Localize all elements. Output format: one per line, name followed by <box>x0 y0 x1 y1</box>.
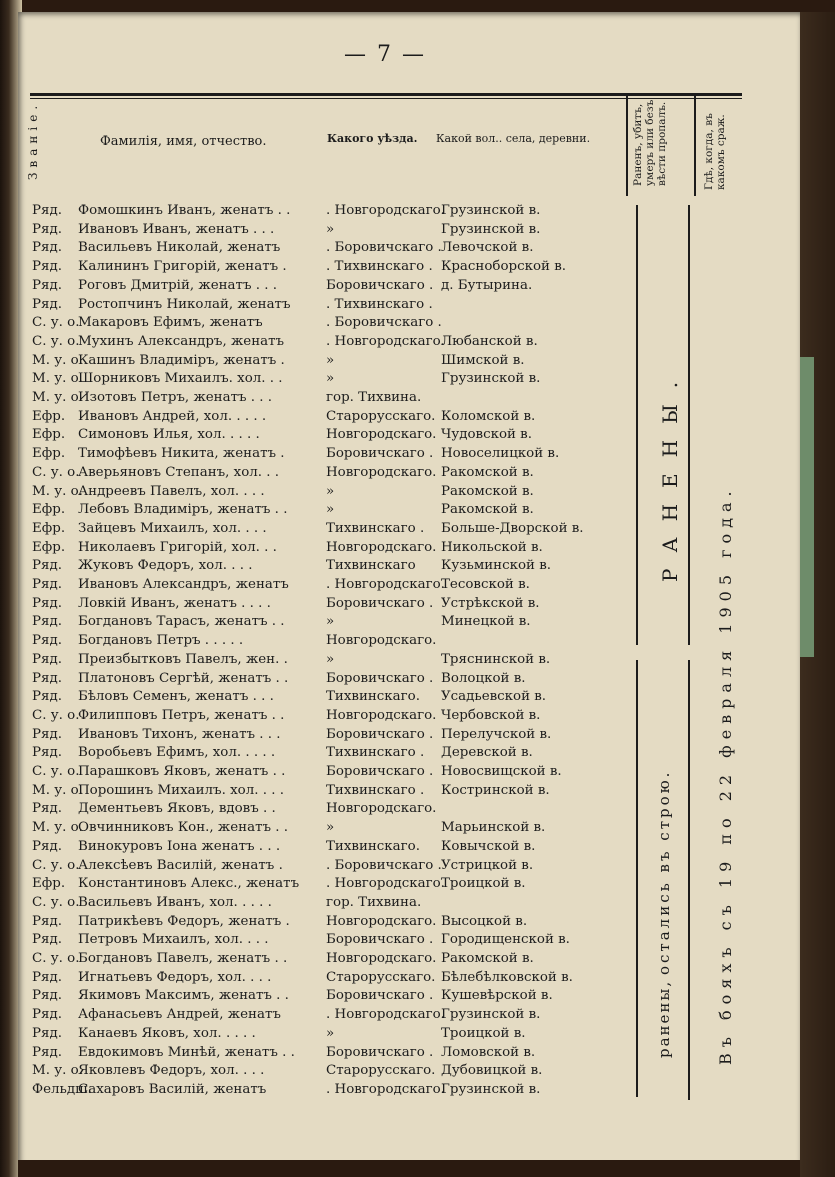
table-row <box>0 500 640 520</box>
table-row <box>0 912 640 932</box>
rank-cell: Ефр. <box>32 502 66 518</box>
uezd-cell: Новгородскаго. <box>326 801 437 817</box>
name-cell: Преизбытковъ Павелъ, жен. . <box>78 651 288 667</box>
name-cell: Парашковъ Яковъ, женатъ . . <box>78 764 286 779</box>
table-row <box>0 781 640 801</box>
header-divider-status <box>626 96 628 196</box>
uezd-cell: Боровичскаго . <box>326 764 434 779</box>
volost-cell: Деревской в. <box>441 745 533 761</box>
rank-cell: Ряд. <box>32 745 62 761</box>
name-cell: Филипповъ Петръ, женатъ . . <box>78 707 285 723</box>
name-cell: Аверьяновъ Степанъ, хол. . . <box>78 464 280 480</box>
name-cell: Бѣловъ Семенъ, женатъ . . . <box>78 689 274 705</box>
header-divider-where <box>694 96 696 196</box>
uezd-cell: » <box>326 651 335 667</box>
table-row <box>0 837 640 857</box>
volost-cell: Красноборской в. <box>441 259 567 275</box>
volost-cell: Костринской в. <box>441 782 550 798</box>
header-status: Раненъ, убитъ, умеръ или безъ вѣсти пропалъ. <box>632 99 668 186</box>
rank-cell: М. у. о. <box>32 390 83 405</box>
table-row <box>0 388 640 408</box>
uezd-cell: . Боровичскаго . <box>326 240 442 256</box>
name-cell: Фомошкинъ Иванъ, женатъ . . <box>78 203 291 218</box>
table-row <box>0 1024 640 1044</box>
table-row <box>0 874 640 894</box>
uezd-cell: Боровичскаго . <box>326 670 434 686</box>
table-row <box>0 818 640 838</box>
uezd-cell: Новгородскаго. <box>326 913 437 929</box>
uezd-cell: . Тихвинскаго . <box>326 259 433 275</box>
rank-cell: Ряд. <box>32 932 62 948</box>
uezd-cell: Боровичскаго . <box>326 1044 434 1060</box>
rank-cell: М. у. о. <box>32 820 83 836</box>
name-cell: Зайцевъ Михаилъ, хол. . . . <box>78 520 267 536</box>
rank-cell: Ряд. <box>32 689 62 705</box>
volost-cell: Минецкой в. <box>441 614 531 630</box>
uezd-cell: Боровичскаго . <box>326 277 434 293</box>
rank-cell: Ряд. <box>32 203 62 218</box>
table-row <box>0 444 640 464</box>
volost-cell: Чербовской в. <box>441 707 541 723</box>
rank-cell: Ряд. <box>32 259 62 275</box>
rank-cell: Ряд. <box>32 969 62 985</box>
uezd-cell: Старорусскаго. <box>326 969 436 985</box>
rank-cell: Ефр. <box>32 539 66 555</box>
uezd-cell: Тихвинскаго . <box>326 782 425 798</box>
volost-cell: Ракомской в. <box>441 464 534 480</box>
uezd-cell: гор. Тихвина. <box>326 390 422 405</box>
name-cell: Роговъ Дмитрій, женатъ . . . <box>78 277 278 293</box>
uezd-cell: . Тихвинскаго . <box>326 296 433 312</box>
table-row <box>0 538 640 558</box>
label-in-service: остались въ строю. <box>655 769 673 975</box>
rank-cell: Ряд. <box>32 1025 62 1041</box>
rank-cell: Ряд. <box>32 595 62 611</box>
name-cell: Калининъ Григорій, женатъ . <box>78 259 287 275</box>
volost-cell: д. Бутырина. <box>441 277 533 293</box>
rank-cell: Ряд. <box>32 633 62 649</box>
table-row <box>0 706 640 726</box>
name-cell: Ловкій Иванъ, женатъ . . . . <box>78 595 271 611</box>
table-row <box>0 893 640 913</box>
name-cell: Симоновъ Илья, хол. . . . . <box>78 427 260 443</box>
uezd-cell: Боровичскаго . <box>326 595 434 611</box>
volost-cell: Городищенской в. <box>441 932 570 948</box>
name-cell: Яковлевъ Федоръ, хол. . . . <box>78 1063 265 1079</box>
rank-cell: С. у. о. <box>32 894 80 910</box>
name-cell: Изотовъ Петръ, женатъ . . . <box>78 390 273 405</box>
table-row <box>0 1061 640 1081</box>
volost-cell: Усадьевской в. <box>441 689 547 705</box>
uezd-cell: Новгородскаго. <box>326 633 437 649</box>
rank-cell: Ряд. <box>32 277 62 293</box>
name-cell: Петровъ Михаилъ, хол. . . . <box>78 932 269 948</box>
table-row <box>0 313 640 333</box>
table-row <box>0 332 640 352</box>
volost-cell: Устрѣкской в. <box>441 595 540 611</box>
rank-cell: Ряд. <box>32 221 62 237</box>
volost-cell: Высоцкой в. <box>441 913 528 929</box>
volost-cell: Устрицкой в. <box>441 857 534 873</box>
table-row <box>0 463 640 483</box>
rank-cell: М. у. о. <box>32 371 83 387</box>
page-edge <box>800 12 835 1177</box>
uezd-cell: Старорусскаго. <box>326 408 436 424</box>
name-cell: Шорниковъ Михаилъ. хол. . . <box>78 371 283 387</box>
header-where: Гдѣ, когда, въ какомъ сраж. <box>703 113 727 190</box>
volost-cell: Грузинской в. <box>441 203 541 218</box>
volost-cell: Тряснинской в. <box>441 651 551 667</box>
rank-cell: С. у. о. <box>32 315 80 331</box>
uezd-cell: Новгородскаго. <box>326 951 437 966</box>
brace-remaining <box>636 660 638 1097</box>
name-cell: Ростопчинъ Николай, женатъ <box>78 296 291 312</box>
volost-cell: Ракомской в. <box>441 483 534 499</box>
rank-cell: Фельдш. <box>32 1081 92 1097</box>
rank-cell: Ряд. <box>32 838 62 854</box>
volost-cell: Бѣлебѣлковской в. <box>441 969 573 985</box>
brace-wounded <box>636 205 638 645</box>
uezd-cell: . Новгородскаго. <box>326 333 445 349</box>
uezd-cell: » <box>326 1025 335 1041</box>
uezd-cell: Тихвинскаго. <box>326 689 420 705</box>
volost-cell: Ломовской в. <box>441 1044 536 1060</box>
table-row <box>0 612 640 632</box>
name-cell: Николаевъ Григорій, хол. . . <box>78 539 277 555</box>
table-row <box>0 762 640 782</box>
uezd-cell: . Боровичскаго . <box>326 315 442 331</box>
rank-cell: Ефр. <box>32 520 66 536</box>
volost-cell: Дубовицкой в. <box>441 1063 543 1079</box>
label-battles: Въ бояхъ съ 19 по 22 февраля 1905 года. <box>716 485 735 1065</box>
volost-cell: Троицкой в. <box>441 1025 526 1041</box>
uezd-cell: » <box>326 502 335 518</box>
uezd-cell: . Новгородскаго. <box>326 1081 445 1097</box>
table-row <box>0 425 640 445</box>
uezd-cell: Тихвинскаго <box>326 558 416 574</box>
table-row <box>0 687 640 707</box>
rank-cell: М. у. о. <box>32 782 83 798</box>
header-name: Фамилія, имя, отчество. <box>100 134 267 149</box>
table-row <box>0 949 640 969</box>
uezd-cell: Новгородскаго. <box>326 427 437 443</box>
name-cell: Тимофѣевъ Никита, женатъ . <box>78 446 285 462</box>
table-row <box>0 295 640 315</box>
rank-cell: С. у. о. <box>32 764 80 779</box>
volost-cell: Кушевѣрской в. <box>441 988 553 1004</box>
uezd-cell: Боровичскаго . <box>326 726 434 742</box>
volost-cell: Ковычской в. <box>441 838 536 854</box>
uezd-cell: . Боровичскаго . <box>326 857 442 873</box>
table-row <box>0 930 640 950</box>
name-cell: Богдановъ Петръ . . . . . <box>78 633 244 649</box>
uezd-cell: . Новгородскаго. <box>326 1007 445 1023</box>
rank-cell: С. у. о. <box>32 857 80 873</box>
name-cell: Порошинъ Михаилъ. хол. . . . <box>78 782 284 798</box>
name-cell: Лебовъ Владиміръ, женатъ . . <box>78 502 288 518</box>
rank-cell: Ефр. <box>32 427 66 443</box>
table-row <box>0 556 640 576</box>
table-row <box>0 743 640 763</box>
table-row <box>0 669 640 689</box>
uezd-cell: Новгородскаго. <box>326 707 437 723</box>
label-wounded: РАНЕНЫ. <box>658 365 682 582</box>
rank-cell: Ряд. <box>32 1007 62 1023</box>
rank-cell: Ряд. <box>32 240 62 256</box>
uezd-cell: » <box>326 820 335 836</box>
rank-cell: Ефр. <box>32 446 66 462</box>
header-rank: Званіе. <box>26 100 40 180</box>
uezd-cell: » <box>326 483 335 499</box>
rank-cell: М. у. о. <box>32 352 83 368</box>
volost-cell: Любанской в. <box>441 333 538 349</box>
uezd-cell: » <box>326 614 335 630</box>
volost-cell: Больше-Дворской в. <box>441 520 584 536</box>
header-uezd: Какого уѣзда. <box>327 132 418 145</box>
table-row <box>0 1043 640 1063</box>
name-cell: Богдановъ Павелъ, женатъ . . <box>78 951 288 966</box>
uezd-cell: Тихвинскаго. <box>326 838 420 854</box>
uezd-cell: Новгородскаго. <box>326 539 437 555</box>
brace-battle-upper <box>688 205 690 645</box>
name-cell: Патрикѣевъ Федоръ, женатъ . <box>78 913 290 929</box>
volost-cell: Грузинской в. <box>441 371 541 387</box>
bookmark-strip <box>800 357 814 657</box>
header-volost: Какой вол.. села, деревни. <box>436 132 591 145</box>
rank-cell: С. у. о. <box>32 464 80 480</box>
name-cell: Константиновъ Алекс., женатъ <box>78 876 300 892</box>
volost-cell: Новоселицкой в. <box>441 446 560 462</box>
volost-cell: Грузинской в. <box>441 1007 541 1023</box>
table-row <box>0 575 640 595</box>
rank-cell: Ряд. <box>32 577 62 592</box>
volost-cell: Кузьминской в. <box>441 558 552 574</box>
rank-cell: Ряд. <box>32 670 62 686</box>
volost-cell: Никольской в. <box>441 539 543 555</box>
volost-cell: Ракомской в. <box>441 502 534 518</box>
uezd-cell: » <box>326 352 335 368</box>
table-row <box>0 220 640 240</box>
table-row <box>0 986 640 1006</box>
name-cell: Игнатьевъ Федоръ, хол. . . . <box>78 969 272 985</box>
uezd-cell: . Новгородскаго. <box>326 577 445 592</box>
name-cell: Васильевъ Иванъ, хол. . . . . <box>78 894 272 910</box>
rank-cell: С. у. о. <box>32 951 80 966</box>
rank-cell: Ряд. <box>32 614 62 630</box>
name-cell: Ивановъ Александръ, женатъ <box>78 577 289 592</box>
rank-cell: Ефр. <box>32 408 66 424</box>
rank-cell: Ряд. <box>32 913 62 929</box>
table-row <box>0 650 640 670</box>
volost-cell: Тесовской в. <box>441 577 530 592</box>
name-cell: Овчинниковъ Кон., женатъ . . <box>78 820 289 836</box>
name-cell: Платоновъ Сергѣй, женатъ . . <box>78 670 289 686</box>
volost-cell: Левочской в. <box>441 240 534 256</box>
rank-cell: С. у. о. <box>32 333 80 349</box>
table-row <box>0 369 640 389</box>
volost-cell: Марьинской в. <box>441 820 546 836</box>
uezd-cell: . Новгородскаго. <box>326 876 445 892</box>
table-row <box>0 482 640 502</box>
name-cell: Макаровъ Ефимъ, женатъ <box>78 315 263 331</box>
table-row <box>0 351 640 371</box>
rank-cell: Ряд. <box>32 988 62 1004</box>
rank-cell: Ряд. <box>32 1044 62 1060</box>
name-cell: Канаевъ Яковъ, хол. . . . . <box>78 1025 256 1041</box>
table-row <box>0 238 640 258</box>
rank-cell: Ряд. <box>32 651 62 667</box>
name-cell: Андреевъ Павелъ, хол. . . . <box>78 483 265 499</box>
name-cell: Кашинъ Владиміръ, женатъ . <box>78 352 285 368</box>
rank-cell: Ефр. <box>32 876 66 892</box>
uezd-cell: Старорусскаго. <box>326 1063 436 1079</box>
table-row <box>0 968 640 988</box>
page-number: — 7 — <box>344 42 426 67</box>
name-cell: Васильевъ Николай, женатъ <box>78 240 281 256</box>
table-row <box>0 276 640 296</box>
uezd-cell: . Новгородскаго. <box>326 203 445 218</box>
label-wounded-prefix: ранены, <box>655 979 673 1058</box>
table-row <box>0 856 640 876</box>
table-row <box>0 257 640 277</box>
volost-cell: Коломской в. <box>441 408 536 424</box>
name-cell: Алексѣевъ Василій, женатъ . <box>78 857 283 873</box>
uezd-cell: » <box>326 221 335 237</box>
rank-cell: М. у. о. <box>32 1063 83 1079</box>
volost-cell: Новосвищской в. <box>441 764 562 779</box>
rank-cell: Ряд. <box>32 296 62 312</box>
rank-cell: Ряд. <box>32 558 62 574</box>
name-cell: Ивановъ Иванъ, женатъ . . . <box>78 221 275 237</box>
volost-cell: Ракомской в. <box>441 951 534 966</box>
table-row <box>0 519 640 539</box>
name-cell: Винокуровъ Іона женатъ . . . <box>78 838 281 854</box>
uezd-cell: Боровичскаго . <box>326 988 434 1004</box>
volost-cell: Грузинской в. <box>441 221 541 237</box>
uezd-cell: Боровичскаго . <box>326 446 434 462</box>
uezd-cell: Тихвинскаго . <box>326 520 425 536</box>
page-bottom-edge <box>18 1160 800 1177</box>
name-cell: Якимовъ Максимъ, женатъ . . <box>78 988 289 1004</box>
table-row <box>0 407 640 427</box>
table-row <box>0 725 640 745</box>
volost-cell: Грузинской в. <box>441 1081 541 1097</box>
name-cell: Ивановъ Тихонъ, женатъ . . . <box>78 726 281 742</box>
name-cell: Дементьевъ Яковъ, вдовъ . . <box>78 801 276 817</box>
name-cell: Жуковъ Федоръ, хол. . . . <box>78 558 253 574</box>
uezd-cell: гор. Тихвина. <box>326 894 422 910</box>
volost-cell: Чудовской в. <box>441 427 532 443</box>
name-cell: Воробьевъ Ефимъ, хол. . . . . <box>78 745 276 761</box>
brace-battle-lower <box>688 660 690 1100</box>
table-row <box>0 594 640 614</box>
uezd-cell: Боровичскаго . <box>326 932 434 948</box>
name-cell: Ивановъ Андрей, хол. . . . . <box>78 408 267 424</box>
table-row <box>0 1005 640 1025</box>
volost-cell: Шимской в. <box>441 352 525 368</box>
uezd-cell: Новгородскаго. <box>326 464 437 480</box>
name-cell: Евдокимовъ Минѣй, женатъ . . <box>78 1044 295 1060</box>
name-cell: Богдановъ Тарасъ, женатъ . . <box>78 614 285 630</box>
uezd-cell: Тихвинскаго . <box>326 745 425 761</box>
table-row <box>0 799 640 819</box>
table-row <box>0 1080 640 1100</box>
rank-cell: Ряд. <box>32 801 62 817</box>
name-cell: Мухинъ Александръ, женатъ <box>78 333 285 349</box>
volost-cell: Перелучской в. <box>441 726 552 742</box>
name-cell: Афанасьевъ Андрей, женатъ <box>78 1007 281 1023</box>
rank-cell: М. у. о. <box>32 483 83 499</box>
volost-cell: Волоцкой в. <box>441 670 526 686</box>
table-row <box>0 201 640 221</box>
volost-cell: Троицкой в. <box>441 876 526 892</box>
rank-cell: С. у. о. <box>32 707 80 723</box>
table-row <box>0 631 640 651</box>
name-cell: Сахаровъ Василій, женатъ <box>78 1081 267 1097</box>
rank-cell: Ряд. <box>32 726 62 742</box>
uezd-cell: » <box>326 371 335 387</box>
